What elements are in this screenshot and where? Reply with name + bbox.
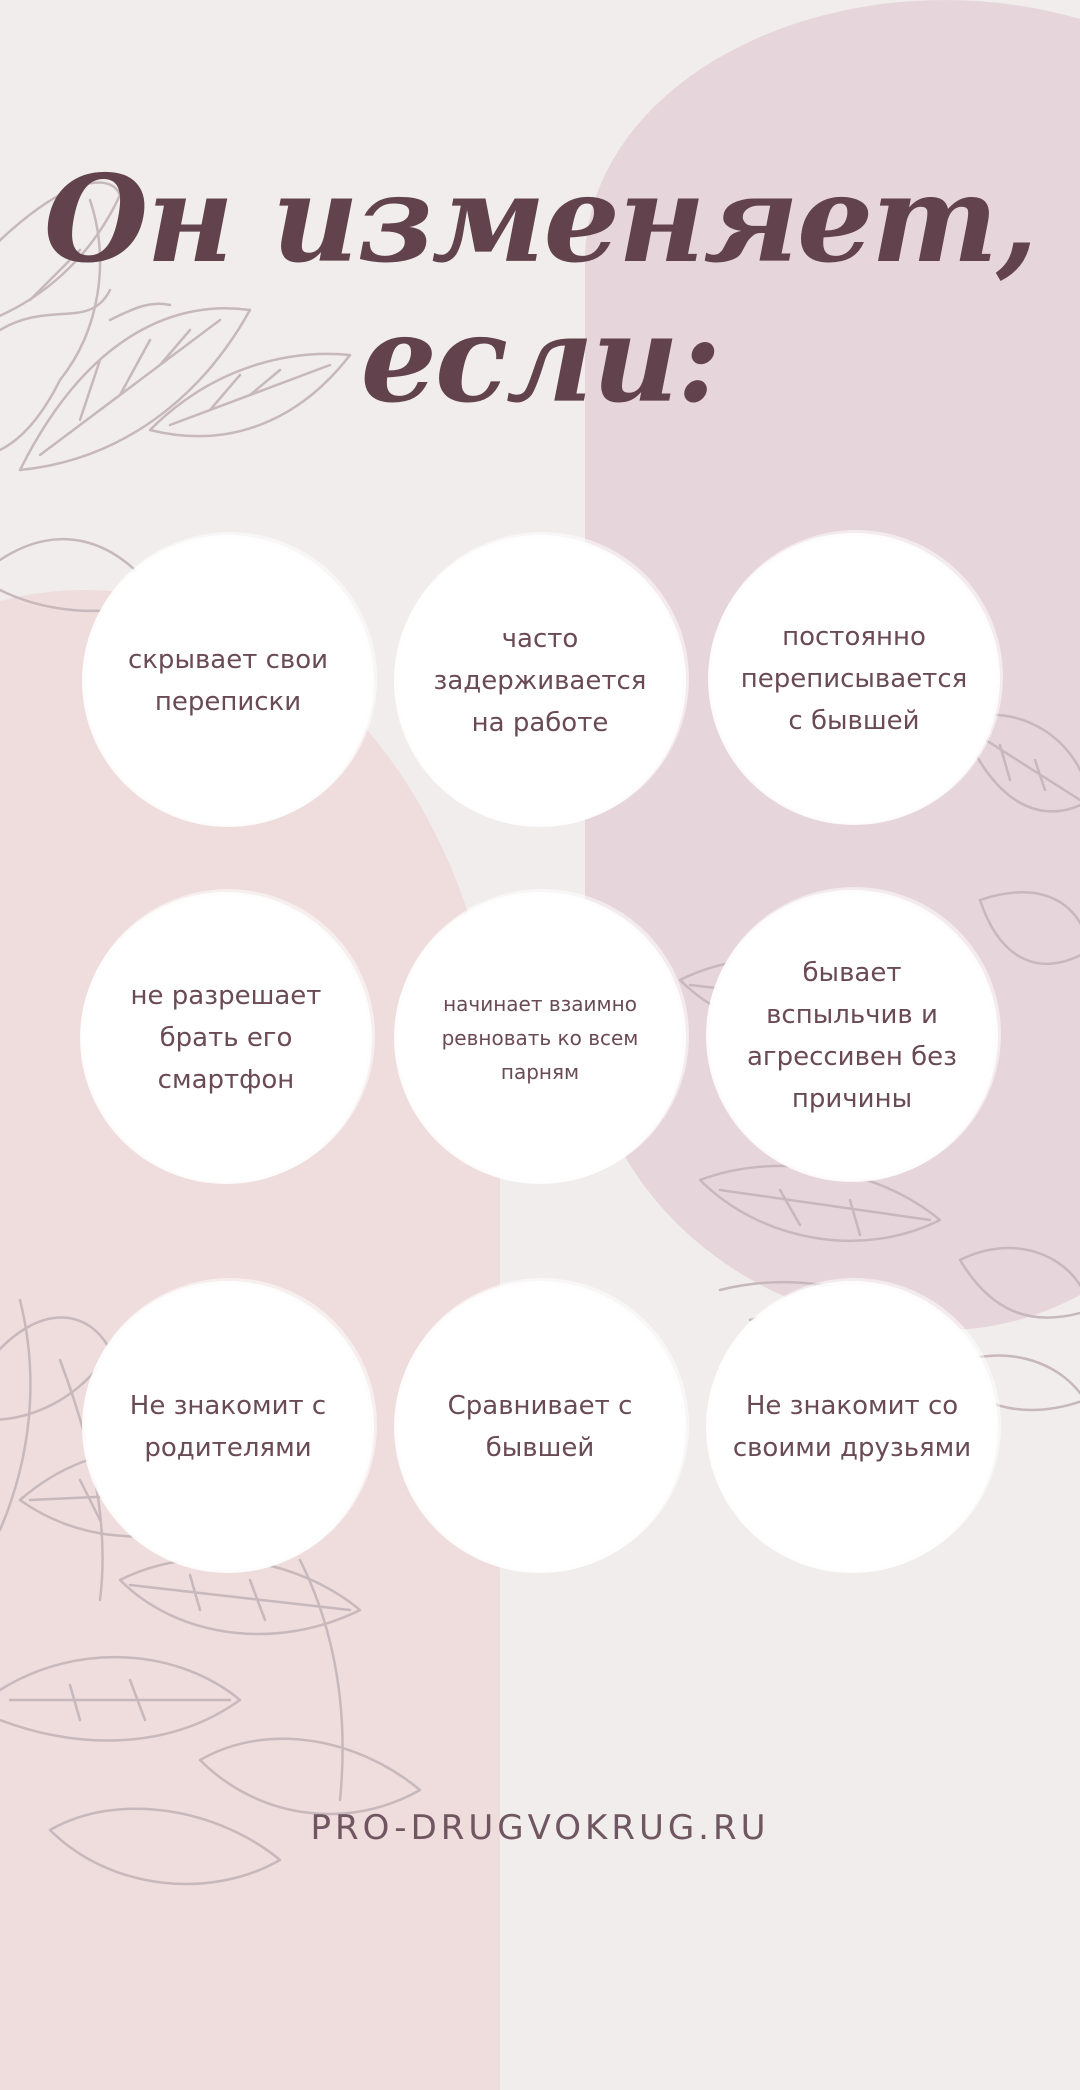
- sign-circle-no-friends: [709, 1284, 995, 1570]
- sign-circle-texts-ex: [711, 536, 997, 822]
- sign-circle-late-at-work: [397, 538, 683, 824]
- sign-circle-aggressive: [709, 893, 995, 1179]
- sign-text: скрывает свои переписки: [127, 645, 329, 717]
- sign-text: часто задерживается на работе: [433, 624, 647, 738]
- sign-text: начинает взаимно ревновать ко всем парням: [441, 992, 639, 1084]
- title-line-2: если:: [360, 289, 720, 430]
- title-line-1: Он изменяет,: [43, 149, 1037, 290]
- sign-circle-no-parents: [85, 1284, 371, 1570]
- sign-text: не разрешает брать его смартфон: [130, 981, 322, 1095]
- sign-text: бывает вспыльчив и агрессивен без причины: [746, 958, 958, 1114]
- sign-text: Не знакомит со своими друзьями: [732, 1391, 972, 1463]
- sign-text: Не знакомит с родителями: [129, 1391, 327, 1463]
- sign-circle-phone-forbidden: [83, 895, 369, 1181]
- site-url: PRO-DRUGVOKRUG.RU: [310, 1808, 770, 1848]
- sign-text: Сравнивает с бывшей: [447, 1391, 633, 1463]
- sign-circle-hides-chats: [85, 538, 371, 824]
- sign-text: постоянно переписывается с бывшей: [740, 622, 968, 736]
- sign-circle-compares-ex: [397, 1284, 683, 1570]
- page-title: [0, 150, 1080, 430]
- sign-circle-mutual-jealousy: [397, 895, 683, 1181]
